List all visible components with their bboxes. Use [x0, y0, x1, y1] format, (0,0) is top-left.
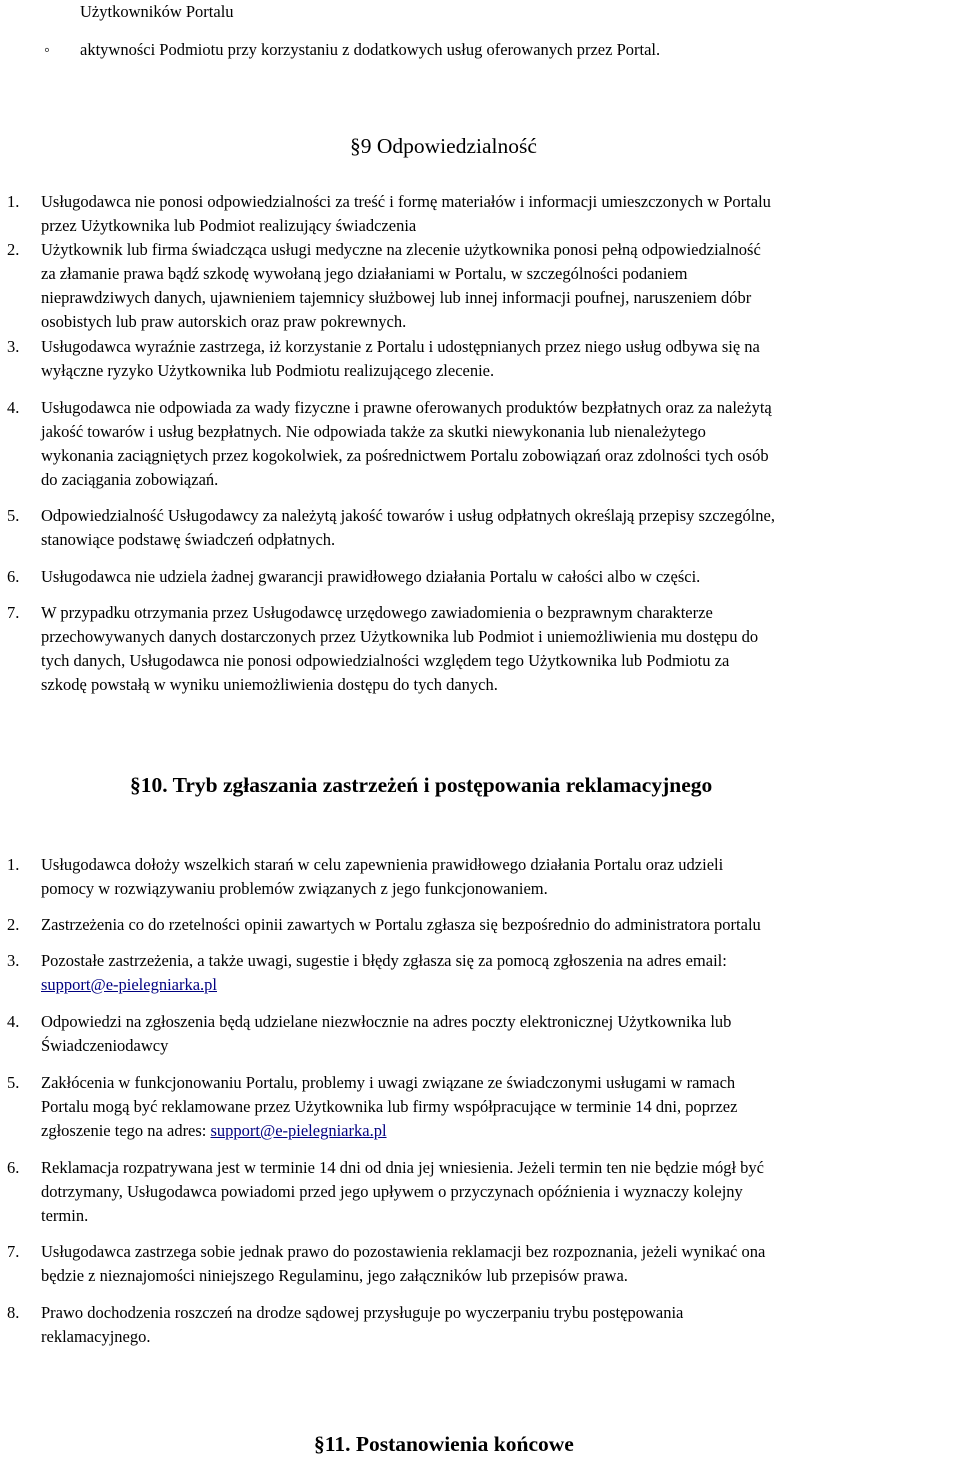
item-line: Usługodawca nie udziela żadnej gwarancji prawidłowego działania Portalu w całości albo w części.: [41, 567, 701, 586]
item-number: 1.: [7, 192, 20, 211]
item-line: Usługodawca wyraźnie zastrzega, iż korzystanie z Portalu i udostępnianych przez niego usług odbywa się na: [41, 337, 760, 356]
item-number: 4.: [7, 398, 20, 417]
support-email-link[interactable]: support@e-pielegniarka.pl: [210, 1121, 387, 1140]
section-10-title: §10. Tryb zgłaszania zastrzeżeń i postępowania reklamacyjnego: [130, 773, 713, 797]
item-line: Świadczeniodawcy: [41, 1036, 169, 1055]
bullet-icon: ◦: [44, 40, 50, 59]
item-line: termin.: [41, 1206, 89, 1225]
item-line: Usługodawca nie ponosi odpowiedzialności za treść i formę materiałów i informacji umieszczonych w Portalu: [41, 192, 771, 211]
item-number: 3.: [7, 951, 20, 970]
item-line: Prawo dochodzenia roszczeń na drodze sądowej przysługuje po wyczerpaniu trybu postępowania: [41, 1303, 684, 1322]
item-line: [41, 1119, 387, 1143]
item-number: 2.: [7, 240, 20, 259]
item-line: jakość towarów i usług bezpłatnych. Nie odpowiada także za skutki niewykonania lub nienależytego: [41, 422, 706, 441]
item-number: 8.: [7, 1303, 20, 1322]
item-number: 3.: [7, 337, 20, 356]
item-line: Usługodawca zastrzega sobie jednak prawo do pozostawienia reklamacji bez rozpoznania, jeżeli wynikać ona: [41, 1242, 766, 1261]
item-line: Użytkownik lub firma świadcząca usługi medyczne na zlecenie użytkownika ponosi pełną odpowiedzialność: [41, 240, 761, 259]
item-line: do zaciągania zobowiązań.: [41, 470, 219, 489]
section-11-title: §11. Postanowienia końcowe: [314, 1432, 574, 1456]
item-line: Odpowiedzialność Usługodawcy za należytą jakość towarów i usług odpłatnych określają przepisy szczególne,: [41, 506, 776, 525]
item-line: W przypadku otrzymania przez Usługodawcę urzędowego zawiadomienia o bezprawnym charakterze: [41, 603, 713, 622]
item-line-prefix: zgłoszenie tego na adres:: [41, 1121, 211, 1140]
item-line: osobistych lub praw autorskich oraz praw pokrewnych.: [41, 312, 407, 331]
continued-line: Użytkowników Portalu: [80, 2, 234, 21]
item-line: wyłączne ryzyko Użytkownika lub Podmiotu realizującego zlecenie.: [41, 361, 495, 380]
item-line: wykonania zaciągniętych przez kogokolwiek, za pośrednictwem Portalu zobowiązań oraz zdolności tych osób: [41, 446, 769, 465]
item-number: 5.: [7, 1073, 20, 1092]
item-line: Odpowiedzi na zgłoszenia będą udzielane niezwłocznie na adres poczty elektronicznej Użytkownika lub: [41, 1012, 732, 1031]
item-number: 7.: [7, 603, 20, 622]
item-line: Portalu mogą być reklamowane przez Użytkownika lub firmy współpracujące w terminie 14 dni, poprzez: [41, 1097, 738, 1116]
item-line: tych danych, Usługodawca nie ponosi odpowiedzialności względem tego Użytkownika lub Podmiotu za: [41, 651, 730, 670]
section-9-title: §9 Odpowiedzialność: [350, 134, 537, 158]
item-line: dotrzymany, Usługodawca powiadomi przed jego upływem o przyczynach opóźnienia i wyznaczy kolejny: [41, 1182, 743, 1201]
item-line: Zastrzeżenia co do rzetelności opinii zawartych w Portalu zgłasza się bezpośrednio do administratora portalu: [41, 915, 761, 934]
item-line: pomocy w rozwiązywaniu problemów związanych z jego funkcjonowaniem.: [41, 879, 548, 898]
item-line: Usługodawca nie odpowiada za wady fizyczne i prawne oferowanych produktów bezpłatnych oraz za należytą: [41, 398, 772, 417]
item-line: przez Użytkownika lub Podmiot realizujący świadczenia: [41, 216, 417, 235]
item-number: 6.: [7, 567, 20, 586]
item-number: 6.: [7, 1158, 20, 1177]
item-line: będzie z nieznajomości niniejszego Regulaminu, jego załączników lub przepisów prawa.: [41, 1266, 628, 1285]
item-number: 4.: [7, 1012, 20, 1031]
item-line: za złamanie prawa bądź szkodę wywołaną jego działaniami w Portalu, w szczególności podaniem: [41, 264, 688, 283]
item-line: Zakłócenia w funkcjonowaniu Portalu, problemy i uwagi związane ze świadczonymi usługami w ramach: [41, 1073, 736, 1092]
item-line: reklamacyjnego.: [41, 1327, 151, 1346]
item-number: 7.: [7, 1242, 20, 1261]
item-line: przechowywanych danych dostarczonych przez Użytkownika lub Podmiot i uniemożliwienia mu dostępu do: [41, 627, 759, 646]
support-email-link[interactable]: support@e-pielegniarka.pl: [41, 975, 218, 994]
item-line: Reklamacja rozpatrywana jest w terminie 14 dni od dnia jej wniesienia. Jeżeli termin ten nie będzie mógł być: [41, 1158, 765, 1177]
item-line: Pozostałe zastrzeżenia, a także uwagi, sugestie i błędy zgłasza się za pomocą zgłoszenia na adres email:: [41, 951, 727, 970]
item-number: 5.: [7, 506, 20, 525]
item-line: szkodę powstałą w wyniku uniemożliwienia dostępu do tych danych.: [41, 675, 498, 694]
bullet-text: aktywności Podmiotu przy korzystaniu z dodatkowych usług oferowanych przez Portal.: [80, 40, 661, 59]
item-number: 1.: [7, 855, 20, 874]
item-line: nieprawdziwych danych, ujawnieniem tajemnicy służbowej lub innej informacji poufnej, naruszeniem dóbr: [41, 288, 752, 307]
item-line: Usługodawca dołoży wszelkich starań w celu zapewnienia prawidłowego działania Portalu oraz udzieli: [41, 855, 724, 874]
item-line: stanowiące podstawę świadczeń odpłatnych.: [41, 530, 336, 549]
item-number: 2.: [7, 915, 20, 934]
